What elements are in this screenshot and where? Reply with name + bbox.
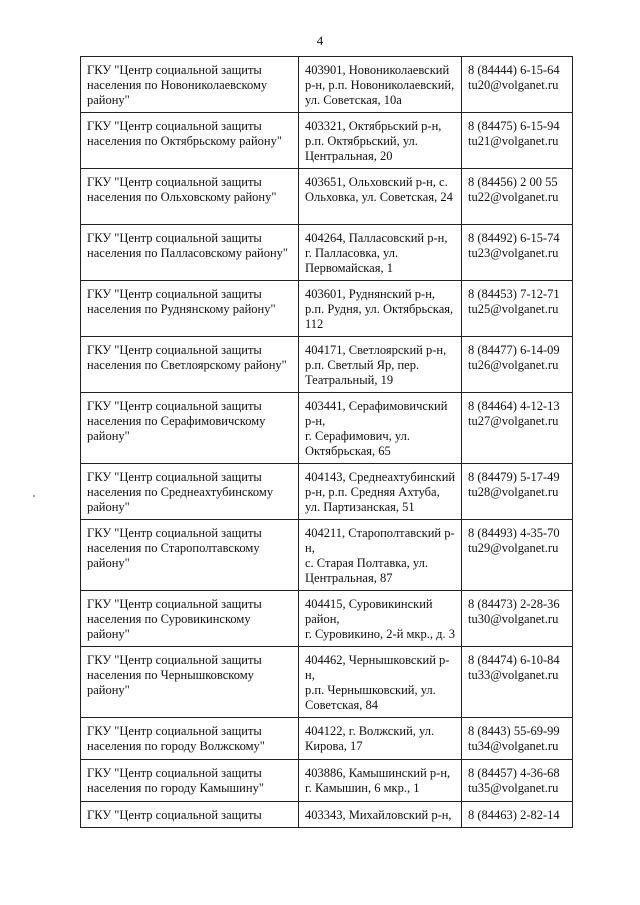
table-row [81, 464, 573, 520]
contact-cell [462, 760, 573, 802]
center-name-cell: ГКУ "Центр социальной защиты населения по Суровикинскому району" [81, 591, 299, 647]
address-cell: 404122, г. Волжский, ул. Кирова, 17 [299, 718, 462, 760]
table-row [81, 520, 573, 591]
center-name-cell: ГКУ "Центр социальной защиты населения по Чернышковскому району" [81, 647, 299, 718]
table-row [81, 169, 573, 225]
contact-cell [462, 281, 573, 337]
address-cell: 403901, Новониколаевский р-н, р.п. Новониколаевский, ул. Советская, 10а [299, 57, 462, 113]
email-address[interactable]: tu33@volganet.ru [468, 668, 559, 682]
address-cell: 403441, Серафимовичский р-н, г. Серафимович, ул. Октябрьская, 65 [299, 393, 462, 464]
center-name-cell: ГКУ "Центр социальной защиты населения по Палласовскому району" [81, 225, 299, 281]
center-name-cell: ГКУ "Центр социальной защиты населения по Светлоярскому району" [81, 337, 299, 393]
center-name-cell: ГКУ "Центр социальной защиты населения по городу Камышину" [81, 760, 299, 802]
table-row [81, 591, 573, 647]
table-row [81, 281, 573, 337]
email-address[interactable]: tu22@volganet.ru [468, 190, 559, 204]
address-cell: 404171, Светлоярский р-н, р.п. Светлый Яр, пер. Театральный, 19 [299, 337, 462, 393]
email-address[interactable]: tu21@volganet.ru [468, 134, 559, 148]
contact-cell [462, 57, 573, 113]
table-row [81, 760, 573, 802]
table-row [81, 225, 573, 281]
email-address[interactable]: tu20@volganet.ru [468, 78, 559, 92]
contact-cell [462, 337, 573, 393]
table-body [81, 57, 573, 828]
center-name-cell: ГКУ "Центр социальной защиты населения по Серафимовичскому району" [81, 393, 299, 464]
address-cell: 404415, Суровикинский район, г. Суровикино, 2-й мкр., д. 3 [299, 591, 462, 647]
phone-number: 8 (84463) 2-82-14 [468, 808, 560, 822]
contact-cell [462, 520, 573, 591]
email-address[interactable]: tu28@volganet.ru [468, 485, 559, 499]
email-address[interactable]: tu26@volganet.ru [468, 358, 559, 372]
center-name-cell: ГКУ "Центр социальной защиты населения по Новониколаевскому району" [81, 57, 299, 113]
table-row [81, 718, 573, 760]
address-cell: 404211, Старополтавский р-н, с. Старая Полтавка, ул. Центральная, 87 [299, 520, 462, 591]
center-name-cell: ГКУ "Центр социальной защиты населения по Октябрьскому району" [81, 113, 299, 169]
contact-cell [462, 718, 573, 760]
email-address[interactable]: tu35@volganet.ru [468, 781, 559, 795]
center-name-cell: ГКУ "Центр социальной защиты населения по городу Волжскому" [81, 718, 299, 760]
table-row [81, 113, 573, 169]
phone-number: 8 (84492) 6-15-74 [468, 231, 560, 245]
center-name-cell: ГКУ "Центр социальной защиты населения по Среднеахтубинскому району" [81, 464, 299, 520]
email-address[interactable]: tu25@volganet.ru [468, 302, 559, 316]
email-address[interactable]: tu34@volganet.ru [468, 739, 559, 753]
email-address[interactable]: tu29@volganet.ru [468, 541, 559, 555]
contact-cell [462, 169, 573, 225]
address-cell: 404143, Среднеахтубинский р-н, р.п. Средняя Ахтуба, ул. Партизанская, 51 [299, 464, 462, 520]
phone-number: 8 (84464) 4-12-13 [468, 399, 560, 413]
phone-number: 8 (84473) 2-28-36 [468, 597, 560, 611]
address-cell: 403601, Руднянский р-н, р.п. Рудня, ул. Октябрьская, 112 [299, 281, 462, 337]
address-cell: 403886, Камышинский р-н, г. Камышин, 6 мкр., 1 [299, 760, 462, 802]
phone-number: 8 (84453) 7-12-71 [468, 287, 560, 301]
table-row [81, 57, 573, 113]
center-name-cell: ГКУ "Центр социальной защиты населения по Ольховскому району" [81, 169, 299, 225]
contact-cell [462, 591, 573, 647]
center-name-cell: ГКУ "Центр социальной защиты [81, 802, 299, 828]
phone-number: 8 (84457) 4-36-68 [468, 766, 560, 780]
phone-number: 8 (84456) 2 00 55 [468, 175, 558, 189]
page-number: 4 [316, 33, 324, 48]
center-name-cell: ГКУ "Центр социальной защиты населения по Старополтавскому району" [81, 520, 299, 591]
contact-cell [462, 393, 573, 464]
phone-number: 8 (84477) 6-14-09 [468, 343, 560, 357]
table-row [81, 647, 573, 718]
table-row [81, 337, 573, 393]
phone-number: 8 (84479) 5-17-49 [468, 470, 560, 484]
scan-artifact-dot [33, 495, 35, 497]
phone-number: 8 (84444) 6-15-64 [468, 63, 560, 77]
address-cell: 403651, Ольховский р-н, с. Ольховка, ул. Советская, 24 [299, 169, 462, 225]
contact-cell [462, 113, 573, 169]
phone-number: 8 (84493) 4-35-70 [468, 526, 560, 540]
address-cell: 404264, Палласовский р-н, г. Палласовка, ул. Первомайская, 1 [299, 225, 462, 281]
contact-cell [462, 464, 573, 520]
email-address[interactable]: tu23@volganet.ru [468, 246, 559, 260]
email-address[interactable]: tu30@volganet.ru [468, 612, 559, 626]
table-row [81, 393, 573, 464]
social-protection-centers-table [80, 56, 573, 828]
contact-cell [462, 802, 573, 828]
phone-number: 8 (84474) 6-10-84 [468, 653, 560, 667]
contact-cell [462, 647, 573, 718]
address-cell: 404462, Чернышковский р-н, р.п. Чернышковский, ул. Советская, 84 [299, 647, 462, 718]
center-name-cell: ГКУ "Центр социальной защиты населения по Руднянскому району" [81, 281, 299, 337]
contact-cell [462, 225, 573, 281]
email-address[interactable]: tu27@volganet.ru [468, 414, 559, 428]
address-cell: 403321, Октябрьский р-н, р.п. Октябрьский, ул. Центральная, 20 [299, 113, 462, 169]
phone-number: 8 (8443) 55-69-99 [468, 724, 560, 738]
phone-number: 8 (84475) 6-15-94 [468, 119, 560, 133]
table-row [81, 802, 573, 828]
address-cell: 403343, Михайловский р-н, [299, 802, 462, 828]
